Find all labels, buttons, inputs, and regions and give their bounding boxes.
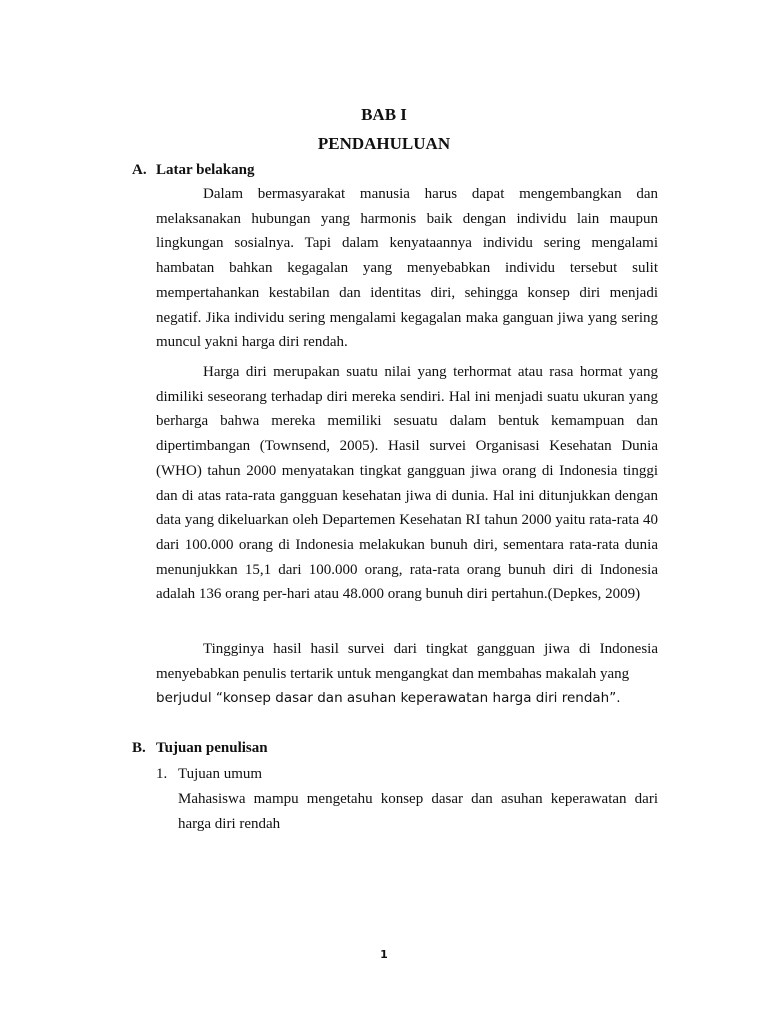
section-a-letter: A. xyxy=(132,162,147,178)
tujuan-umum-text: Mahasiswa mampu mengetahu konsep dasar dan asuhan keperawatan dari harga diri rendah xyxy=(178,791,658,832)
section-b-letter: B. xyxy=(132,740,146,756)
section-a-heading xyxy=(132,162,255,179)
list-item-tujuan-umum xyxy=(156,766,262,783)
chapter-number: BAB I xyxy=(361,105,407,124)
section-b-heading xyxy=(132,740,268,757)
section-a-title: Latar belakang xyxy=(156,162,255,178)
paragraph-3 xyxy=(156,637,658,711)
paragraph-3-tail: berjudul “konsep dasar dan asuhan keperawatan harga diri rendah”. xyxy=(156,690,621,707)
section-b-title: Tujuan penulisan xyxy=(156,740,268,756)
paragraph-1: Dalam bermasyarakat manusia harus dapat mengembangkan dan melaksanakan hubungan yang harmonis baik dengan individu lain maupun lingkungan sosialnya. Tapi dalam kenyataannya individu sering mengalami hambatan bahkan kegagalan yang menyebabkan individu tersebut sulit mempertahankan kestabilan dan identitas diri, sehingga konsep diri menjadi negatif. Jika individu sering mengalami kegagalan maka ganguan jiwa yang sering muncul yakni harga diri rendah. xyxy=(156,186,658,351)
list-item-title: Tujuan umum xyxy=(178,766,263,782)
paragraph-3-text: Tingginya hasil hasil survei dari tingkat gangguan jiwa di Indonesia menyebabkan penulis tertarik untuk mengangkat dan membahas makalah yang xyxy=(156,641,658,682)
chapter-title: PENDAHULUAN xyxy=(317,134,451,153)
page-number: 1 xyxy=(380,948,388,961)
paragraph-2: Harga diri merupakan suatu nilai yang terhormat atau rasa hormat yang dimiliki seseorang terhadap diri mereka sendiri. Hal ini menjadi suatu ukuran yang berharga bahwa mereka memiliki sesuatu dalam bentuk kemampuan dan dipertimbangan (Townsend, 2005). Hasil survei Organisasi Kesehatan Dunia (WHO) tahun 2000 menyatakan tingkat gangguan jiwa orang di Indonesia tinggi dan di atas rata-rata gangguan kesehatan jiwa di dunia. Hal ini ditunjukkan dengan data yang dikeluarkan oleh Departemen Kesehatan RI tahun 2000 yaitu rata-rata 40 dari 100.000 orang di Indonesia melakukan bunuh diri, sementara rata-rata dunia menunjukkan 15,1 dari 100.000 orang, rata-rata orang bunuh diri di Indonesia adalah 136 orang per-hari atau 48.000 orang bunuh diri pertahun.(Depkes, 2009) xyxy=(156,364,658,603)
list-item-number: 1. xyxy=(156,766,168,782)
